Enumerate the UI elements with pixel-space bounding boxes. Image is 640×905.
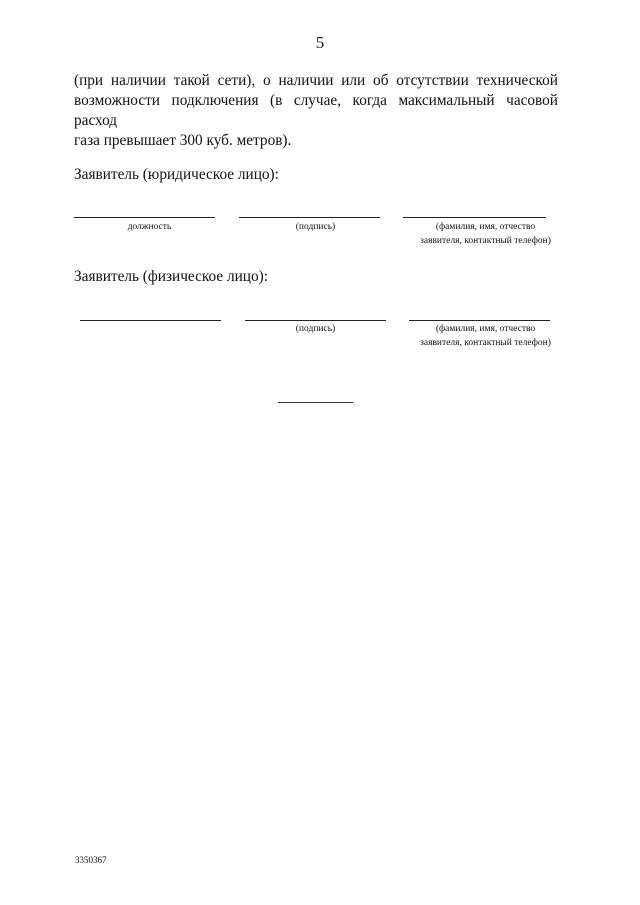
signature-caption: (подпись) xyxy=(295,324,336,334)
paragraph-line: (при наличии такой сети), о наличии или об отсутствии технической xyxy=(74,72,558,89)
signature-caption: (подпись) xyxy=(295,222,336,232)
position-caption: должность xyxy=(127,222,172,232)
name-caption xyxy=(388,220,583,248)
position-signature-line xyxy=(74,217,215,218)
signature-line xyxy=(245,320,386,321)
document-id: 3350367 xyxy=(75,855,107,865)
body-paragraph xyxy=(74,71,558,151)
signature-line xyxy=(239,217,380,218)
page-number: 5 xyxy=(315,33,325,52)
name-signature-line xyxy=(409,320,550,321)
name-caption-line: (фамилия, имя, отчество xyxy=(435,324,536,334)
blank-signature-line xyxy=(80,320,221,321)
name-signature-line xyxy=(403,217,546,218)
name-caption-line: (фамилия, имя, отчество xyxy=(435,222,536,232)
legal-entity-heading: Заявитель (юридическое лицо): xyxy=(74,166,279,183)
name-caption-line: заявителя, контактный телефон) xyxy=(420,236,551,246)
end-of-document-rule xyxy=(278,402,353,403)
name-caption xyxy=(388,322,583,350)
paragraph-line: возможности подключения (в случае, когда максимальный часовой расход xyxy=(74,92,558,129)
individual-heading: Заявитель (физическое лицо): xyxy=(74,268,268,285)
name-caption-line: заявителя, контактный телефон) xyxy=(420,338,551,348)
paragraph-line: газа превышает 300 куб. метров). xyxy=(74,132,292,149)
